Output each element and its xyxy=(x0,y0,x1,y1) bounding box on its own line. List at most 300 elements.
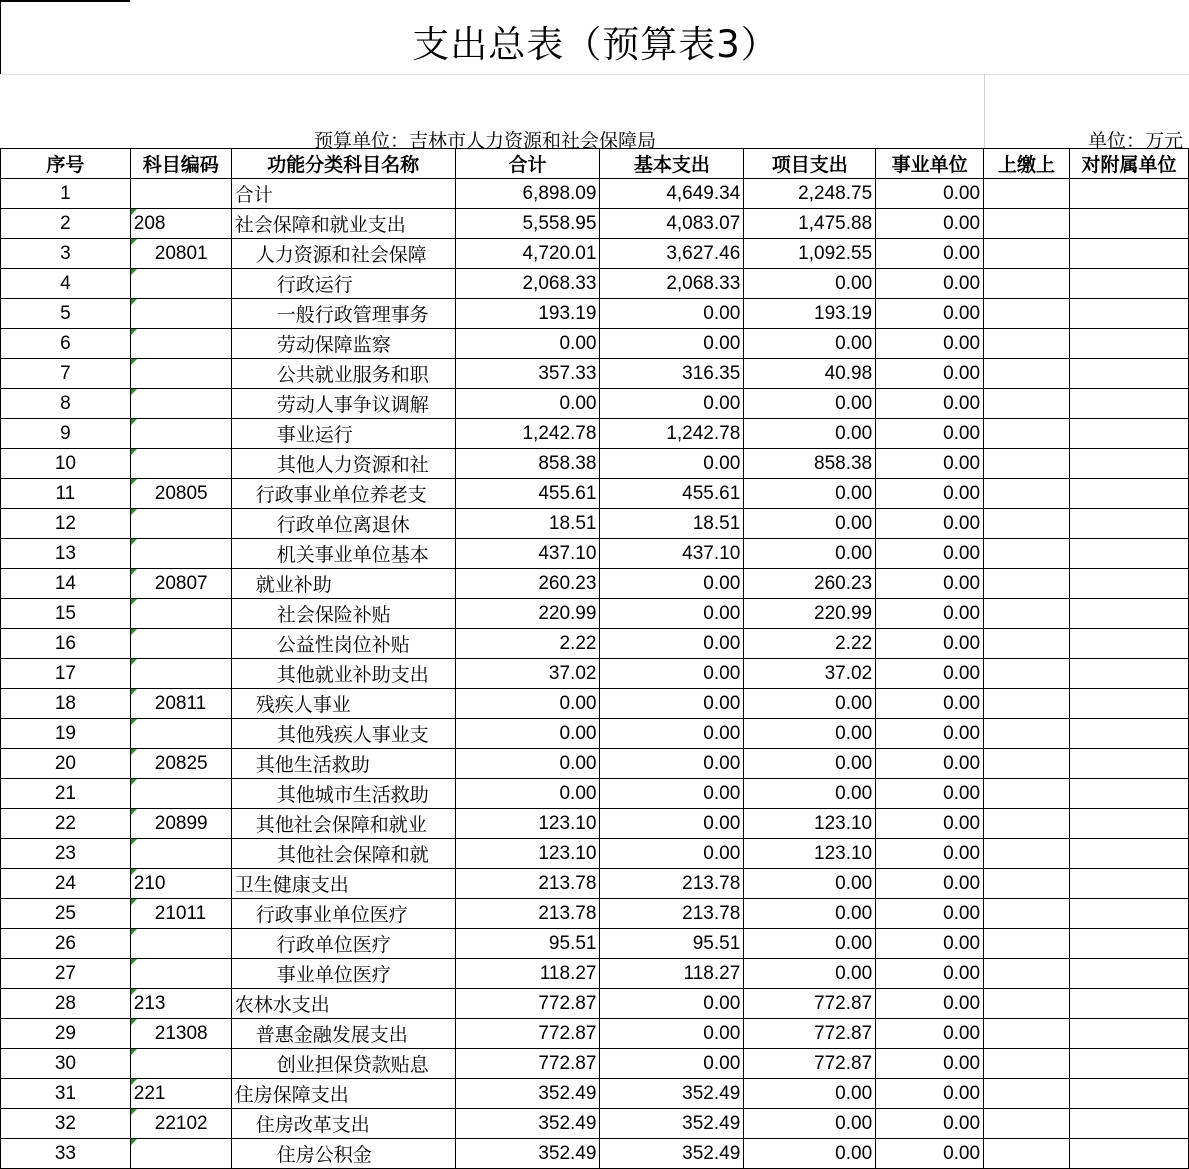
cell-total: 858.38 xyxy=(455,449,600,479)
cell-remit xyxy=(984,809,1070,839)
table-row xyxy=(1,1019,1189,1049)
cell-seq: 33 xyxy=(1,1139,131,1169)
cell-subsidiary xyxy=(1069,479,1188,509)
cell-subsidiary xyxy=(1069,1109,1188,1139)
cell-seq: 8 xyxy=(1,389,131,419)
cell-seq: 28 xyxy=(1,989,131,1019)
green-marker-icon xyxy=(131,839,137,845)
cell-project: 220.99 xyxy=(744,599,876,629)
cell-basic: 0.00 xyxy=(600,599,744,629)
cell-remit xyxy=(984,719,1070,749)
cell-remit xyxy=(984,539,1070,569)
cell-remit xyxy=(984,269,1070,299)
cell-subsidiary xyxy=(1069,419,1188,449)
cell-total: 772.87 xyxy=(455,1019,600,1049)
cell-code-text xyxy=(131,273,155,294)
cell-remit xyxy=(984,569,1070,599)
cell-code xyxy=(130,479,231,509)
green-marker-icon xyxy=(131,1049,137,1055)
cell-name: 社会保险补贴 xyxy=(231,599,455,629)
cell-code xyxy=(130,539,231,569)
cell-institution: 0.00 xyxy=(876,659,984,689)
table-row xyxy=(1,659,1189,689)
cell-name: 行政单位医疗 xyxy=(231,929,455,959)
green-marker-icon xyxy=(131,569,137,575)
cell-name: 住房改革支出 xyxy=(231,1109,455,1139)
cell-subsidiary xyxy=(1069,869,1188,899)
col-header-project: 项目支出 xyxy=(744,149,876,179)
cell-code xyxy=(130,389,231,419)
cell-name: 劳动保障监察 xyxy=(231,329,455,359)
cell-institution: 0.00 xyxy=(876,329,984,359)
cell-total: 0.00 xyxy=(455,329,600,359)
cell-seq: 21 xyxy=(1,779,131,809)
cell-total: 0.00 xyxy=(455,689,600,719)
cell-code xyxy=(130,1079,231,1109)
cell-subsidiary xyxy=(1069,989,1188,1019)
green-marker-icon xyxy=(131,329,137,335)
cell-basic: 0.00 xyxy=(600,779,744,809)
cell-institution: 0.00 xyxy=(876,299,984,329)
green-marker-icon xyxy=(131,1019,137,1025)
cell-seq: 23 xyxy=(1,839,131,869)
cell-code-text xyxy=(131,363,155,384)
cell-basic: 437.10 xyxy=(600,539,744,569)
cell-name: 残疾人事业 xyxy=(231,689,455,719)
cell-code-text xyxy=(131,633,155,654)
cell-code xyxy=(130,989,231,1019)
cell-total: 352.49 xyxy=(455,1109,600,1139)
cell-project: 2.22 xyxy=(744,629,876,659)
cell-seq: 12 xyxy=(1,509,131,539)
cell-remit xyxy=(984,629,1070,659)
cell-code xyxy=(130,299,231,329)
cell-seq: 22 xyxy=(1,809,131,839)
table-row xyxy=(1,1139,1189,1169)
cell-project: 0.00 xyxy=(744,479,876,509)
cell-basic: 0.00 xyxy=(600,299,744,329)
cell-code xyxy=(130,659,231,689)
cell-institution: 0.00 xyxy=(876,539,984,569)
cell-basic: 0.00 xyxy=(600,989,744,1019)
cell-code xyxy=(130,179,231,209)
cell-code-text: 221 xyxy=(133,1082,166,1104)
cell-basic: 0.00 xyxy=(600,1049,744,1079)
table-row xyxy=(1,899,1189,929)
cell-code-text: 20801 xyxy=(154,242,208,264)
cell-basic: 0.00 xyxy=(600,659,744,689)
cell-code-text: 21011 xyxy=(154,902,207,924)
cell-remit xyxy=(984,1019,1070,1049)
cell-code-text xyxy=(131,393,155,414)
cell-remit xyxy=(984,449,1070,479)
table-row xyxy=(1,419,1189,449)
cell-name: 公益性岗位补贴 xyxy=(231,629,455,659)
green-marker-icon xyxy=(131,989,137,995)
cell-institution: 0.00 xyxy=(876,599,984,629)
cell-basic: 213.78 xyxy=(600,899,744,929)
cell-institution: 0.00 xyxy=(876,509,984,539)
cell-code xyxy=(130,269,231,299)
cell-subsidiary xyxy=(1069,299,1188,329)
cell-project: 0.00 xyxy=(744,539,876,569)
cell-project: 772.87 xyxy=(744,1019,876,1049)
cell-remit xyxy=(984,419,1070,449)
cell-code xyxy=(130,929,231,959)
table-row xyxy=(1,449,1189,479)
cell-project: 858.38 xyxy=(744,449,876,479)
cell-name: 其他生活救助 xyxy=(231,749,455,779)
cell-basic: 4,649.34 xyxy=(600,179,744,209)
cell-remit xyxy=(984,1109,1070,1139)
green-marker-icon xyxy=(131,779,137,785)
cell-code xyxy=(130,419,231,449)
cell-project: 0.00 xyxy=(744,719,876,749)
cell-basic: 118.27 xyxy=(600,959,744,989)
cell-subsidiary xyxy=(1069,359,1188,389)
table-row xyxy=(1,539,1189,569)
cell-subsidiary xyxy=(1069,749,1188,779)
cell-basic: 0.00 xyxy=(600,809,744,839)
cell-institution: 0.00 xyxy=(876,929,984,959)
cell-name: 劳动人事争议调解 xyxy=(231,389,455,419)
cell-seq: 24 xyxy=(1,869,131,899)
table-row xyxy=(1,959,1189,989)
cell-code-text: 20811 xyxy=(154,692,207,714)
cell-basic: 352.49 xyxy=(600,1079,744,1109)
cell-basic: 95.51 xyxy=(600,929,744,959)
table-row xyxy=(1,809,1189,839)
cell-name: 人力资源和社会保障 xyxy=(231,239,455,269)
unit-cell-divider xyxy=(984,74,985,148)
table-row xyxy=(1,1049,1189,1079)
cell-seq: 26 xyxy=(1,929,131,959)
cell-subsidiary xyxy=(1069,1079,1188,1109)
cell-basic: 0.00 xyxy=(600,839,744,869)
table-row xyxy=(1,269,1189,299)
cell-code-text xyxy=(131,1053,155,1074)
cell-basic: 0.00 xyxy=(600,749,744,779)
cell-institution: 0.00 xyxy=(876,179,984,209)
cell-code-text xyxy=(131,933,155,954)
cell-name: 卫生健康支出 xyxy=(231,869,455,899)
cell-subsidiary xyxy=(1069,839,1188,869)
col-header-basic: 基本支出 xyxy=(600,149,744,179)
cell-seq: 3 xyxy=(1,239,131,269)
cell-project: 0.00 xyxy=(744,779,876,809)
cell-subsidiary xyxy=(1069,599,1188,629)
cell-remit xyxy=(984,359,1070,389)
cell-total: 6,898.09 xyxy=(455,179,600,209)
cell-institution: 0.00 xyxy=(876,1079,984,1109)
cell-total: 0.00 xyxy=(455,749,600,779)
cell-project: 0.00 xyxy=(744,1109,876,1139)
table-row xyxy=(1,689,1189,719)
cell-code-text xyxy=(131,543,155,564)
col-header-subsidiary: 对附属单位 xyxy=(1069,149,1188,179)
cell-code xyxy=(130,1049,231,1079)
title-divider xyxy=(0,74,1189,75)
cell-subsidiary xyxy=(1069,689,1188,719)
cell-project: 0.00 xyxy=(744,419,876,449)
cell-subsidiary xyxy=(1069,389,1188,419)
cell-name: 其他残疾人事业支 xyxy=(231,719,455,749)
cell-subsidiary xyxy=(1069,779,1188,809)
cell-subsidiary xyxy=(1069,269,1188,299)
cell-total: 213.78 xyxy=(455,899,600,929)
cell-total: 1,242.78 xyxy=(455,419,600,449)
cell-remit xyxy=(984,239,1070,269)
cell-code-text: 21308 xyxy=(154,1022,208,1044)
cell-project: 1,092.55 xyxy=(744,239,876,269)
cell-name: 一般行政管理事务 xyxy=(231,299,455,329)
cell-name: 农林水支出 xyxy=(231,989,455,1019)
cell-name: 事业运行 xyxy=(231,419,455,449)
cell-seq: 30 xyxy=(1,1049,131,1079)
green-marker-icon xyxy=(131,1079,137,1085)
cell-seq: 1 xyxy=(1,179,131,209)
cell-project: 0.00 xyxy=(744,509,876,539)
cell-institution: 0.00 xyxy=(876,209,984,239)
cell-code-text: 20805 xyxy=(154,482,208,504)
cell-total: 213.78 xyxy=(455,869,600,899)
green-marker-icon xyxy=(131,449,137,455)
cell-institution: 0.00 xyxy=(876,359,984,389)
cell-subsidiary xyxy=(1069,1139,1188,1169)
table-row xyxy=(1,1109,1189,1139)
cell-remit xyxy=(984,689,1070,719)
col-header-institution: 事业单位 xyxy=(876,149,984,179)
cell-basic: 1,242.78 xyxy=(600,419,744,449)
cell-total: 260.23 xyxy=(455,569,600,599)
cell-project: 772.87 xyxy=(744,1049,876,1079)
cell-code xyxy=(130,209,231,239)
cell-name: 就业补助 xyxy=(231,569,455,599)
green-marker-icon xyxy=(131,509,137,515)
cell-institution: 0.00 xyxy=(876,1049,984,1079)
cell-subsidiary xyxy=(1069,449,1188,479)
cell-subsidiary xyxy=(1069,659,1188,689)
table-row xyxy=(1,749,1189,779)
green-marker-icon xyxy=(131,719,137,725)
cell-basic: 455.61 xyxy=(600,479,744,509)
cell-code-text: 210 xyxy=(133,872,166,894)
green-marker-icon xyxy=(131,599,137,605)
table-row xyxy=(1,299,1189,329)
cell-basic: 0.00 xyxy=(600,389,744,419)
cell-subsidiary xyxy=(1069,209,1188,239)
cell-remit xyxy=(984,389,1070,419)
cell-basic: 352.49 xyxy=(600,1139,744,1169)
cell-remit xyxy=(984,839,1070,869)
cell-code xyxy=(130,629,231,659)
cell-code-text xyxy=(131,1143,155,1164)
cell-code xyxy=(130,509,231,539)
cell-total: 5,558.95 xyxy=(455,209,600,239)
cell-seq: 15 xyxy=(1,599,131,629)
cell-remit xyxy=(984,1139,1070,1169)
cell-code xyxy=(130,1109,231,1139)
cell-project: 123.10 xyxy=(744,809,876,839)
cell-institution: 0.00 xyxy=(876,629,984,659)
cell-name: 普惠金融发展支出 xyxy=(231,1019,455,1049)
cell-subsidiary xyxy=(1069,1019,1188,1049)
cell-code xyxy=(130,959,231,989)
cell-institution: 0.00 xyxy=(876,779,984,809)
cell-project: 0.00 xyxy=(744,959,876,989)
cell-remit xyxy=(984,1049,1070,1079)
cell-code-text xyxy=(131,423,155,444)
green-marker-icon xyxy=(131,419,137,425)
cell-code-text: 22102 xyxy=(154,1112,208,1134)
cell-institution: 0.00 xyxy=(876,1139,984,1169)
cell-code xyxy=(130,599,231,629)
header-row xyxy=(1,149,1189,179)
cell-remit xyxy=(984,479,1070,509)
cell-seq: 18 xyxy=(1,689,131,719)
cell-name: 住房公积金 xyxy=(231,1139,455,1169)
cell-total: 18.51 xyxy=(455,509,600,539)
green-marker-icon xyxy=(131,659,137,665)
cell-project: 0.00 xyxy=(744,389,876,419)
cell-seq: 29 xyxy=(1,1019,131,1049)
green-marker-icon xyxy=(131,809,137,815)
cell-total: 357.33 xyxy=(455,359,600,389)
cell-code-text xyxy=(131,513,155,534)
cell-name: 社会保障和就业支出 xyxy=(231,209,455,239)
cell-remit xyxy=(984,989,1070,1019)
cell-project: 260.23 xyxy=(744,569,876,599)
cell-code-text xyxy=(131,723,155,744)
cell-code-text xyxy=(131,303,155,324)
cell-total: 352.49 xyxy=(455,1079,600,1109)
col-header-seq: 序号 xyxy=(1,149,131,179)
cell-remit xyxy=(984,779,1070,809)
currency-unit-label: 单位：万元 xyxy=(1087,130,1183,152)
cell-remit xyxy=(984,659,1070,689)
cell-institution: 0.00 xyxy=(876,449,984,479)
cell-total: 4,720.01 xyxy=(455,239,600,269)
cell-subsidiary xyxy=(1069,239,1188,269)
cell-subsidiary xyxy=(1069,539,1188,569)
cell-subsidiary xyxy=(1069,179,1188,209)
cell-seq: 2 xyxy=(1,209,131,239)
cell-total: 123.10 xyxy=(455,809,600,839)
cell-code xyxy=(130,809,231,839)
cell-basic: 0.00 xyxy=(600,329,744,359)
table-row xyxy=(1,599,1189,629)
cell-remit xyxy=(984,299,1070,329)
cell-seq: 5 xyxy=(1,299,131,329)
cell-code-text xyxy=(131,783,155,804)
cell-seq: 10 xyxy=(1,449,131,479)
cell-seq: 17 xyxy=(1,659,131,689)
cell-name: 公共就业服务和职 xyxy=(231,359,455,389)
expenditure-table xyxy=(0,148,1189,1169)
cell-remit xyxy=(984,599,1070,629)
cell-name: 住房保障支出 xyxy=(231,1079,455,1109)
cell-seq: 27 xyxy=(1,959,131,989)
cell-institution: 0.00 xyxy=(876,959,984,989)
cell-project: 0.00 xyxy=(744,929,876,959)
green-marker-icon xyxy=(131,239,137,245)
cell-seq: 14 xyxy=(1,569,131,599)
cell-name: 创业担保贷款贴息 xyxy=(231,1049,455,1079)
cell-remit xyxy=(984,749,1070,779)
cell-name: 合计 xyxy=(231,179,455,209)
green-marker-icon xyxy=(131,959,137,965)
table-row xyxy=(1,929,1189,959)
cell-basic: 0.00 xyxy=(600,689,744,719)
green-marker-icon xyxy=(131,359,137,365)
cell-subsidiary xyxy=(1069,629,1188,659)
green-marker-icon xyxy=(131,749,137,755)
cell-total: 2.22 xyxy=(455,629,600,659)
cell-total: 352.49 xyxy=(455,1139,600,1169)
cell-remit xyxy=(984,929,1070,959)
cell-code xyxy=(130,569,231,599)
cell-institution: 0.00 xyxy=(876,1109,984,1139)
cell-name: 行政单位离退休 xyxy=(231,509,455,539)
cell-remit xyxy=(984,329,1070,359)
cell-project: 193.19 xyxy=(744,299,876,329)
cell-code-text xyxy=(131,843,155,864)
cell-institution: 0.00 xyxy=(876,839,984,869)
cell-project: 0.00 xyxy=(744,1139,876,1169)
cell-code-text: 213 xyxy=(133,992,166,1014)
cell-institution: 0.00 xyxy=(876,389,984,419)
cell-institution: 0.00 xyxy=(876,269,984,299)
cell-project: 0.00 xyxy=(744,689,876,719)
table-row xyxy=(1,869,1189,899)
cell-project: 2,248.75 xyxy=(744,179,876,209)
table-row xyxy=(1,989,1189,1019)
cell-total: 95.51 xyxy=(455,929,600,959)
cell-remit xyxy=(984,869,1070,899)
cell-total: 455.61 xyxy=(455,479,600,509)
cell-name: 其他人力资源和社 xyxy=(231,449,455,479)
cell-seq: 31 xyxy=(1,1079,131,1109)
col-header-total: 合计 xyxy=(455,149,600,179)
cell-subsidiary xyxy=(1069,809,1188,839)
cell-institution: 0.00 xyxy=(876,569,984,599)
cell-name: 行政运行 xyxy=(231,269,455,299)
cell-code xyxy=(130,869,231,899)
cell-basic: 18.51 xyxy=(600,509,744,539)
cell-total: 193.19 xyxy=(455,299,600,329)
budget-unit-label: 预算单位：吉林市人力资源和社会保障局 xyxy=(314,130,657,152)
table-row xyxy=(1,179,1189,209)
table-row xyxy=(1,359,1189,389)
cell-project: 37.02 xyxy=(744,659,876,689)
green-marker-icon xyxy=(131,1139,137,1145)
cell-code-text xyxy=(131,603,155,624)
green-marker-icon xyxy=(131,929,137,935)
cell-institution: 0.00 xyxy=(876,899,984,929)
green-marker-icon xyxy=(131,629,137,635)
cell-seq: 32 xyxy=(1,1109,131,1139)
col-header-name: 功能分类科目名称 xyxy=(231,149,455,179)
cell-institution: 0.00 xyxy=(876,689,984,719)
green-marker-icon xyxy=(131,389,137,395)
cell-project: 40.98 xyxy=(744,359,876,389)
table-row xyxy=(1,839,1189,869)
table-row xyxy=(1,779,1189,809)
cell-code xyxy=(130,359,231,389)
cell-code xyxy=(130,449,231,479)
cell-seq: 11 xyxy=(1,479,131,509)
cell-total: 772.87 xyxy=(455,1049,600,1079)
